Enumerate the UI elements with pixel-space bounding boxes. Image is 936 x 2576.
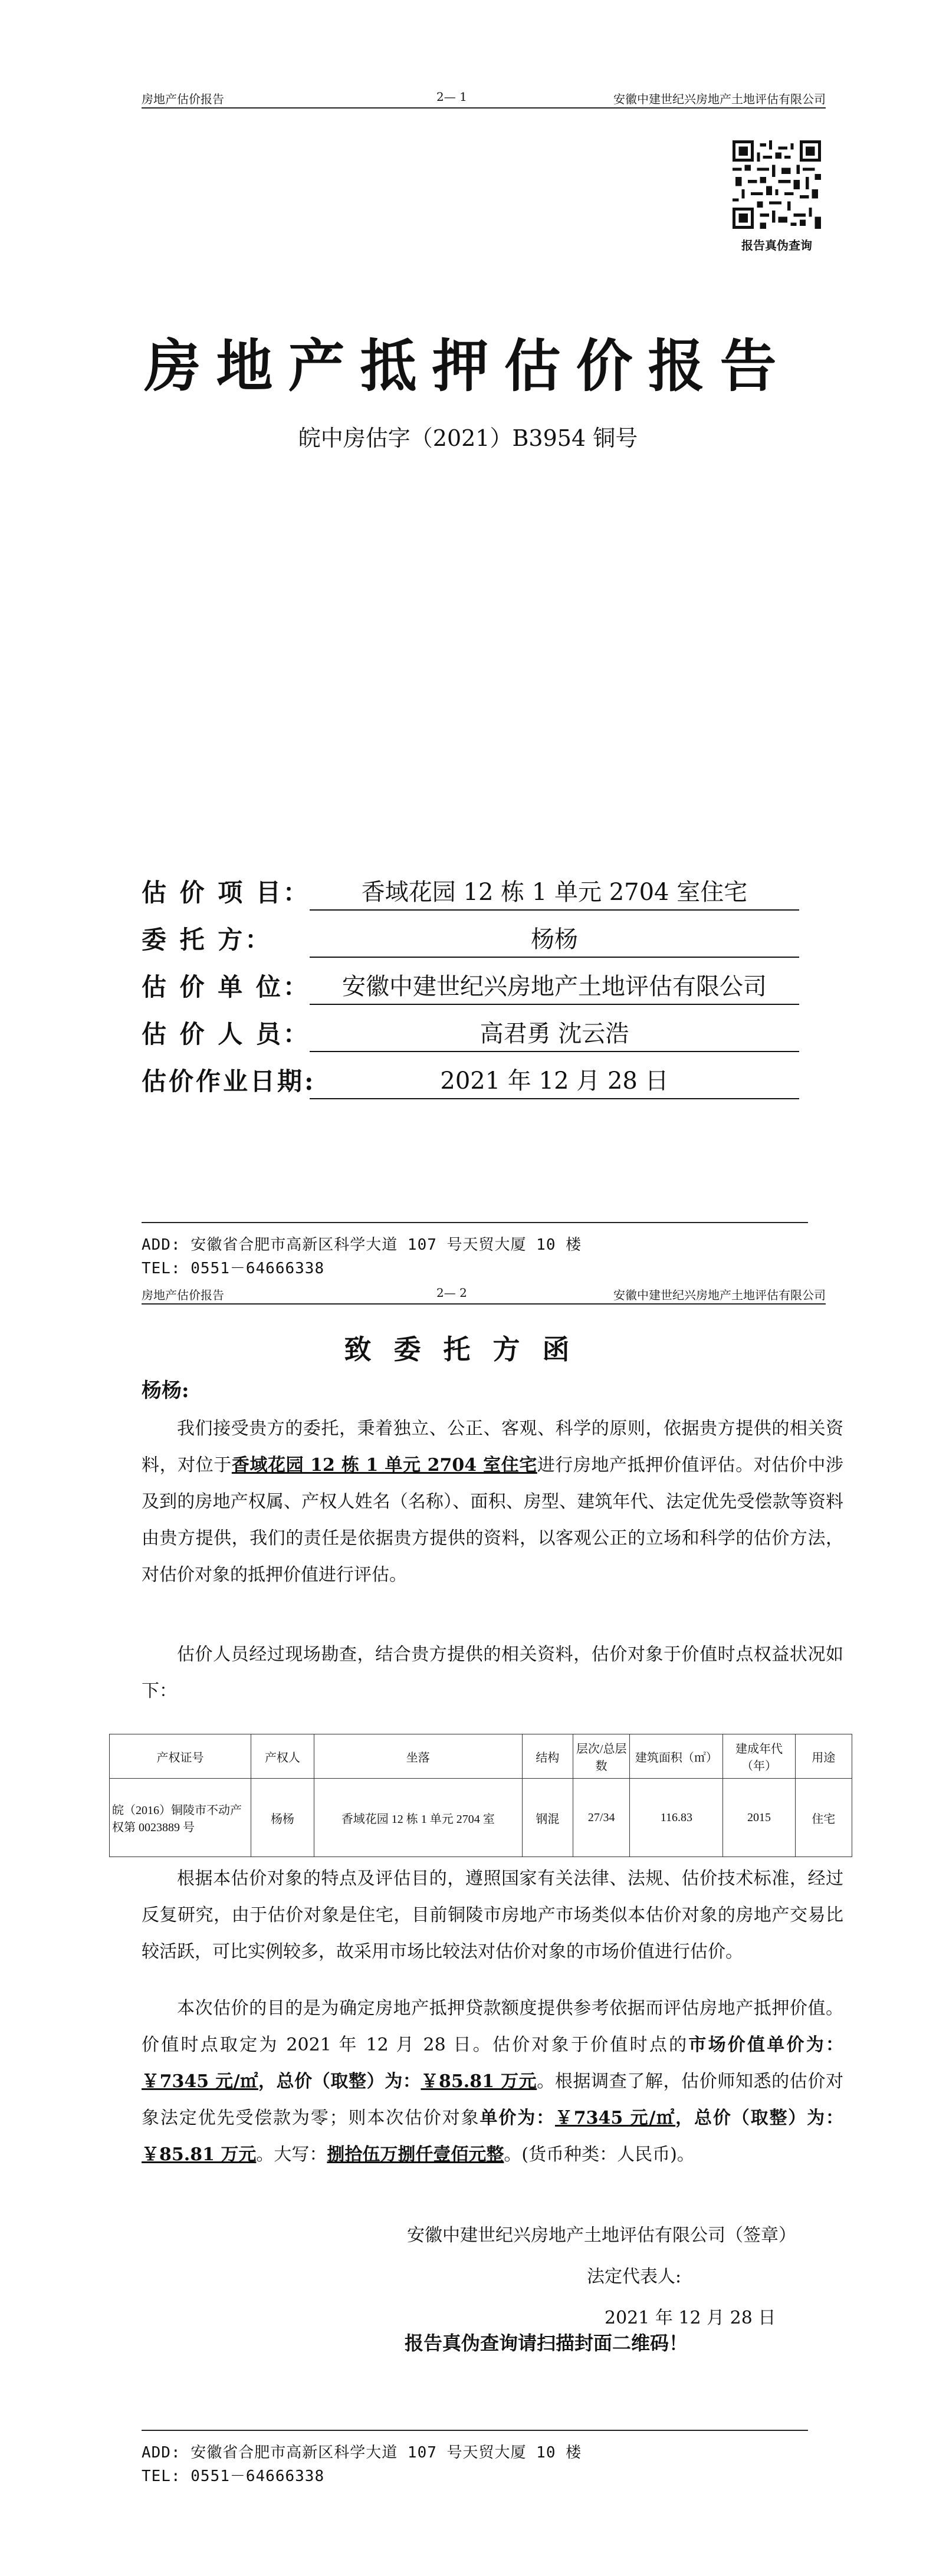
footer-divider [142,2430,808,2431]
field-project [142,870,802,907]
property-address: 香域花园 12 栋 1 单元 2704 室住宅 [231,1455,537,1476]
page-header [142,1280,826,1305]
col-structure: 结构 [522,1734,573,1779]
footer-divider [142,1222,808,1223]
header-left: 房地产估价报告 [142,92,224,106]
property-rights-table [109,1734,852,1857]
field-label: 估价作业日期: [142,1067,316,1096]
col-year: 建成年代（年） [723,1734,795,1779]
header-page-number: 2— 1 [436,90,467,104]
field-value: 2021 年 12 月 28 日 [310,1062,799,1099]
field-appraisal-unit [142,964,802,1001]
company-signature: 安徽中建世纪兴房地产土地评估有限公司（签章） [407,2225,796,2246]
field-value: 安徽中建世纪兴房地产土地评估有限公司 [310,968,799,1005]
cell-area: 116.83 [630,1779,723,1857]
field-value: 高君勇 沈云浩 [310,1015,799,1052]
header-left: 房地产估价报告 [142,1288,224,1302]
header-page-number: 2— 2 [436,1286,467,1300]
verification-notice: 报告真伪查询请扫描封面二维码！ [405,2332,688,2354]
cell-use: 住宅 [795,1779,852,1857]
cover-page [0,0,936,1280]
qr-label: 报告真伪查询 [741,238,812,252]
cell-year: 2015 [723,1779,795,1857]
letter-date: 2021 年 12 月 28 日 [605,2308,776,2328]
cell-floor: 27/34 [573,1779,629,1857]
cell-structure: 钢混 [522,1779,573,1857]
col-location: 坐落 [314,1734,522,1779]
footer-phone: TEL: 0551－64666338 [142,2467,325,2485]
field-label: 估 价 项 目： [142,878,310,907]
col-cert-no: 产权证号 [110,1734,251,1779]
table-header-row [110,1734,852,1779]
col-floor: 层次/总层数 [573,1734,629,1779]
report-number: 皖中房估字（2021）B3954 铜号 [298,425,638,451]
report-title: 房地产抵押估价报告 [144,333,792,399]
table-row [110,1779,852,1857]
header-company: 安徽中建世纪兴房地产土地评估有限公司 [613,1288,826,1302]
letter-page [0,1280,936,2576]
field-appraisers [142,1011,802,1049]
legal-representative: 法定代表人: [587,2266,682,2287]
cell-owner: 杨杨 [251,1779,314,1857]
field-label: 估 价 人 员： [142,1020,310,1049]
field-label: 委 托 方： [142,925,272,954]
col-area: 建筑面积（㎡） [630,1734,723,1779]
mortgage-unit-price: ￥7345 元/㎡ [554,2108,676,2128]
addressee: 杨杨: [142,1379,189,1402]
paragraph-intro: 我们接受贵方的委托，秉着独立、公正、客观、科学的原则，依据贵方提供的相关资料，对位于香域花园 12 栋 1 单元 2704 室住宅进行房地产抵押价值评估。对估价中涉及到的房地产权属、产权人姓名（名称）、面积、房型、建筑年代、法定优先受偿款等资料由贵方提供，我们的责任是依据贵方提供的资料，以客观公正的立场和科学的估价方法，对估价对象的抵押价值进行评估。 [142,1418,843,1585]
page-header [142,84,826,109]
field-client [142,917,802,954]
paragraph-inspection: 估价人员经过现场勘查，结合贵方提供的相关资料，估价对象于价值时点权益状况如下： [142,1644,843,1701]
footer-address: ADD: 安徽省合肥市高新区科学大道 107 号天贸大厦 10 楼 [142,2444,582,2462]
cell-location: 香域花园 12 栋 1 单元 2704 室 [314,1779,522,1857]
field-work-date [142,1059,802,1096]
market-unit-price: ￥7345 元/㎡ [142,2071,258,2092]
col-use: 用途 [795,1734,852,1779]
footer-phone: TEL: 0551－64666338 [142,1260,325,1277]
amount-in-words: 捌拾伍万捌仟壹佰元整 [327,2144,504,2165]
col-owner: 产权人 [251,1734,314,1779]
market-total-price: ￥85.81 万元 [421,2071,537,2092]
cell-cert-no: 皖（2016）铜陵市不动产权第 0023889 号 [110,1779,251,1857]
footer-address: ADD: 安徽省合肥市高新区科学大道 107 号天贸大厦 10 楼 [142,1236,582,1254]
paragraph-valuation: 本次估价的目的是为确定房地产抵押贷款额度提供参考依据而评估房地产抵押价值。价值时点取定为 2021 年 12 月 28 日。估价对象于价值时点的市场价值单价为：￥7345 元/㎡，总价（取整）为：￥85.81 万元。根据调查了解，估价师知悉的估价对象法定优先受偿款为零；则本次估价对象单价为：￥7345 元/㎡，总价（取整）为：￥85.81 万元。大写：捌拾伍万捌仟壹佰元整。(货币种类：人民币)。 [142,1998,844,2165]
letter-title: 致委托方函 [344,1333,592,1365]
field-value: 香域花园 12 栋 1 单元 2704 室住宅 [310,873,799,911]
header-company: 安徽中建世纪兴房地产土地评估有限公司 [613,92,826,106]
paragraph-method: 根据本估价对象的特点及评估目的，遵照国家有关法律、法规、估价技术标准，经过反复研究，由于估价对象是住宅，目前铜陵市房地产市场类似本估价对象的房地产交易比较活跃，可比实例较多，故采用市场比较法对估价对象的市场价值进行估价。 [142,1868,843,1962]
field-label: 估 价 单 位： [142,972,310,1001]
qr-code[interactable] [733,140,821,229]
field-value: 杨杨 [310,921,799,958]
mortgage-total-price: ￥85.81 万元 [142,2144,257,2165]
